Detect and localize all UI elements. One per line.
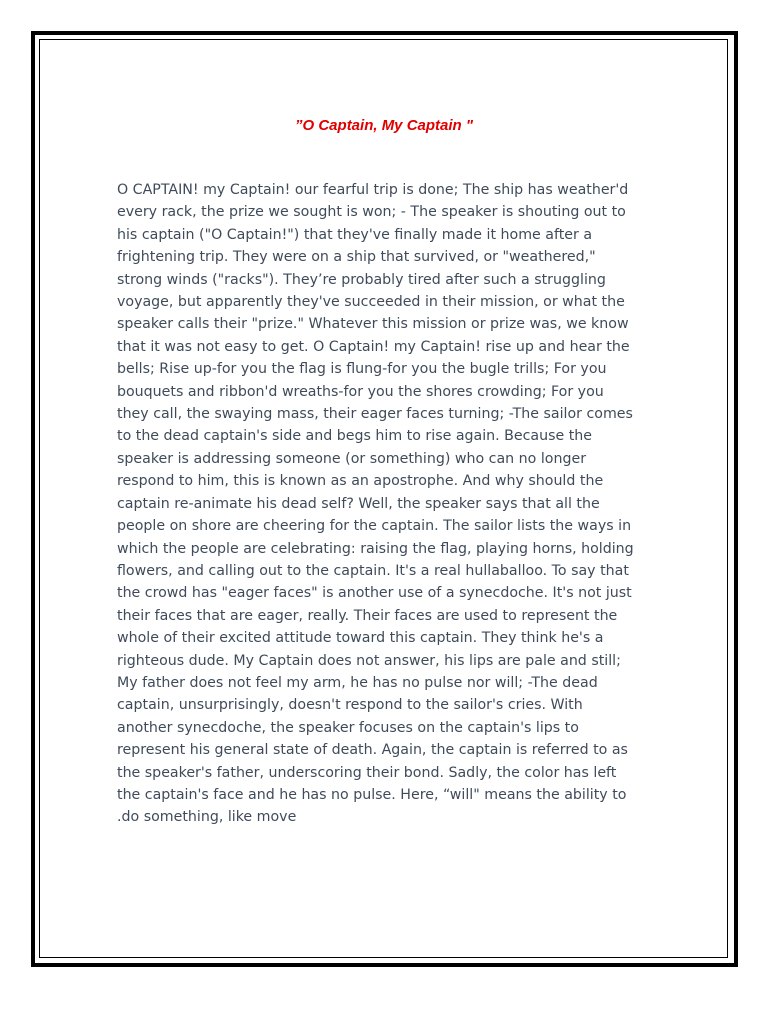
- body-paragraph: [117, 179, 650, 829]
- text-line: O CAPTAIN! my Captain! our fearful trip is done; The ship has weather'd: [117, 182, 629, 198]
- text-line: captain, unsurprisingly, doesn't respond to the sailor's cries. With: [117, 697, 583, 714]
- poem-title: ”O Captain, My Captain ": [295, 117, 473, 134]
- text-line: the speaker's father, underscoring their bond. Sadly, the color has left: [117, 764, 617, 781]
- text-line: that it was not easy to get. O Captain! my Captain! rise up and hear the: [117, 338, 630, 355]
- text-line: represent his general state of death. Again, the captain is referred to as: [117, 742, 628, 759]
- text-line: his captain ("O Captain!") that they've finally made it home after a: [117, 226, 593, 243]
- text-line: the captain's face and he has no pulse. Here, “will" means the ability to: [117, 786, 627, 803]
- text-line: My father does not feel my arm, he has no pulse nor will; -The dead: [117, 674, 598, 691]
- text-line: whole of their excited attitude toward this captain. They think he's a: [117, 630, 604, 647]
- text-line: captain re-animate his dead self? Well, the speaker says that all the: [117, 495, 600, 512]
- text-line: to the dead captain's side and begs him to rise again. Because the: [117, 428, 593, 445]
- text-line: their faces that are eager, really. Their faces are used to represent the: [117, 607, 618, 624]
- text-line: frightening trip. They were on a ship that survived, or "weathered,": [117, 249, 596, 266]
- text-line: speaker is addressing someone (or something) who can no longer: [117, 450, 587, 467]
- text-line: respond to him, this is known as an apostrophe. And why should the: [117, 473, 604, 490]
- text-line: people on shore are cheering for the captain. The sailor lists the ways in: [117, 518, 632, 535]
- text-line: which the people are celebrating: raising the flag, playing horns, holding: [117, 540, 634, 557]
- text-line: bouquets and ribbon'd wreaths-for you the shores crowding; For you: [117, 383, 604, 400]
- text-line: strong winds ("racks"). They’re probably tired after such a struggling: [117, 271, 606, 288]
- text-line: speaker calls their "prize." Whatever this mission or prize was, we know: [117, 316, 629, 333]
- text-line: flowers, and calling out to the captain. It's a real hullaballoo. To say that: [117, 562, 629, 579]
- text-line: bells; Rise up-for you the flag is flung-for you the bugle trills; For you: [117, 361, 607, 378]
- text-line: another synecdoche, the speaker focuses on the captain's lips to: [117, 719, 579, 736]
- text-line: voyage, but apparently they've succeeded in their mission, or what the: [117, 294, 625, 311]
- text-line: every rack, the prize we sought is won; - The speaker is shouting out to: [117, 204, 626, 221]
- text-line: the crowd has "eager faces" is another use of a synecdoche. It's not just: [117, 585, 632, 602]
- text-line: .do something, like move: [117, 809, 297, 826]
- text-line: righteous dude. My Captain does not answer, his lips are pale and still;: [117, 652, 621, 669]
- text-line: they call, the swaying mass, their eager faces turning; -The sailor comes: [117, 406, 633, 423]
